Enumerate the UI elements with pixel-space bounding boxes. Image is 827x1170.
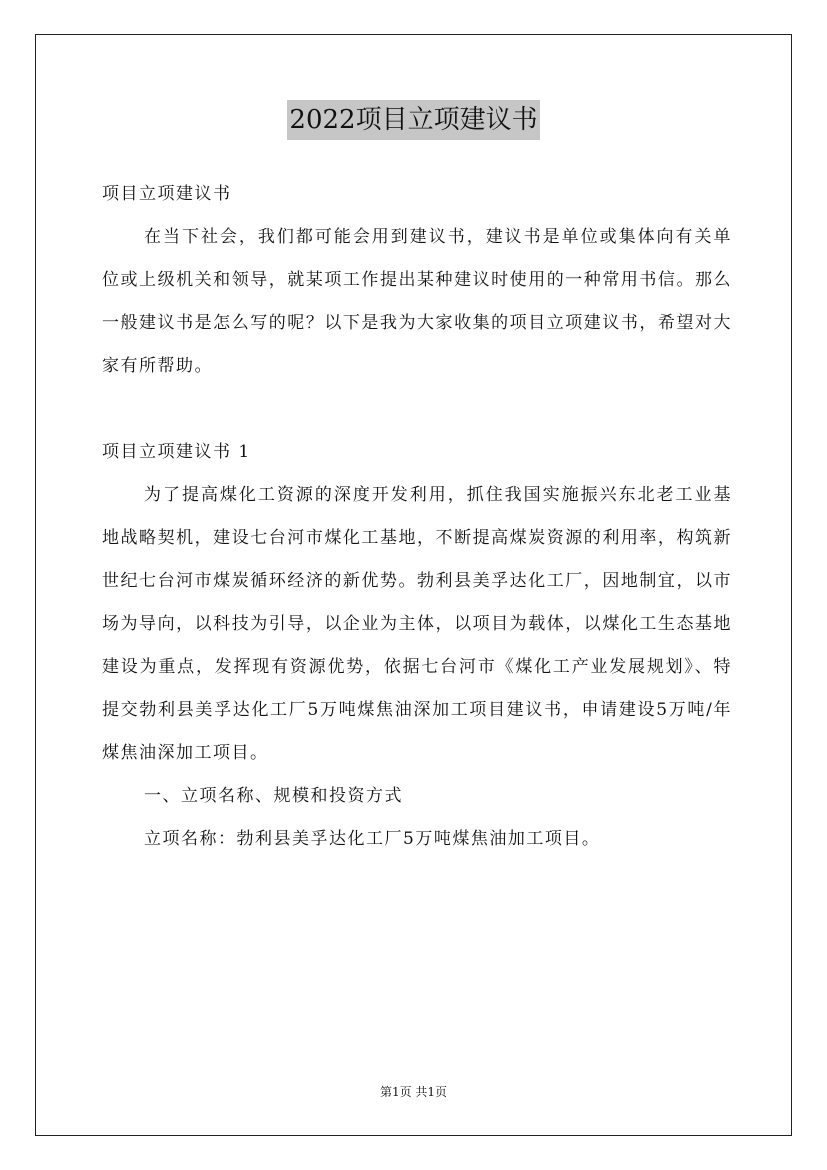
section-paragraph: 为了提高煤化工资源的深度开发利用，抓住我国实施振兴东北老工业基地战略契机，建设七台河市煤化工基地，不断提高煤炭资源的利用率，构筑新世纪七台河市煤炭循环经济的新优势。勃利县美孚达化工厂，因地制宜，以市场为导向，以科技为引导，以企业为主体，以项目为载体，以煤化工生态基地建设为重点，发挥现有资源优势，依据七台河市《煤化工产业发展规划》、特提交勃利县美孚达化工厂5万吨煤焦油深加工项目建议书，申请建设5万吨/年煤焦油深加工项目。: [102, 485, 732, 763]
title-container: [0, 100, 827, 140]
spacer: [102, 388, 732, 431]
intro-paragraph: 在当下社会，我们都可能会用到建议书，建议书是单位或集体向有关单位或上级机关和领导，就某项工作提出某种建议时使用的一种常用书信。那么一般建议书是怎么写的呢？以下是我为大家收集的项目立项建议书，希望对大家有所帮助。: [102, 227, 732, 376]
sub-heading: 一、立项名称、规模和投资方式: [144, 786, 403, 806]
document-title: 2022项目立项建议书: [287, 100, 539, 140]
section-heading: 项目立项建议书 1: [102, 442, 251, 462]
document-body: [102, 173, 732, 861]
project-name-line: 立项名称：勃利县美孚达化工厂5万吨煤焦油加工项目。: [144, 829, 601, 849]
document-subtitle: 项目立项建议书: [102, 184, 232, 204]
page-footer: 第1页 共1页: [379, 1085, 448, 1099]
